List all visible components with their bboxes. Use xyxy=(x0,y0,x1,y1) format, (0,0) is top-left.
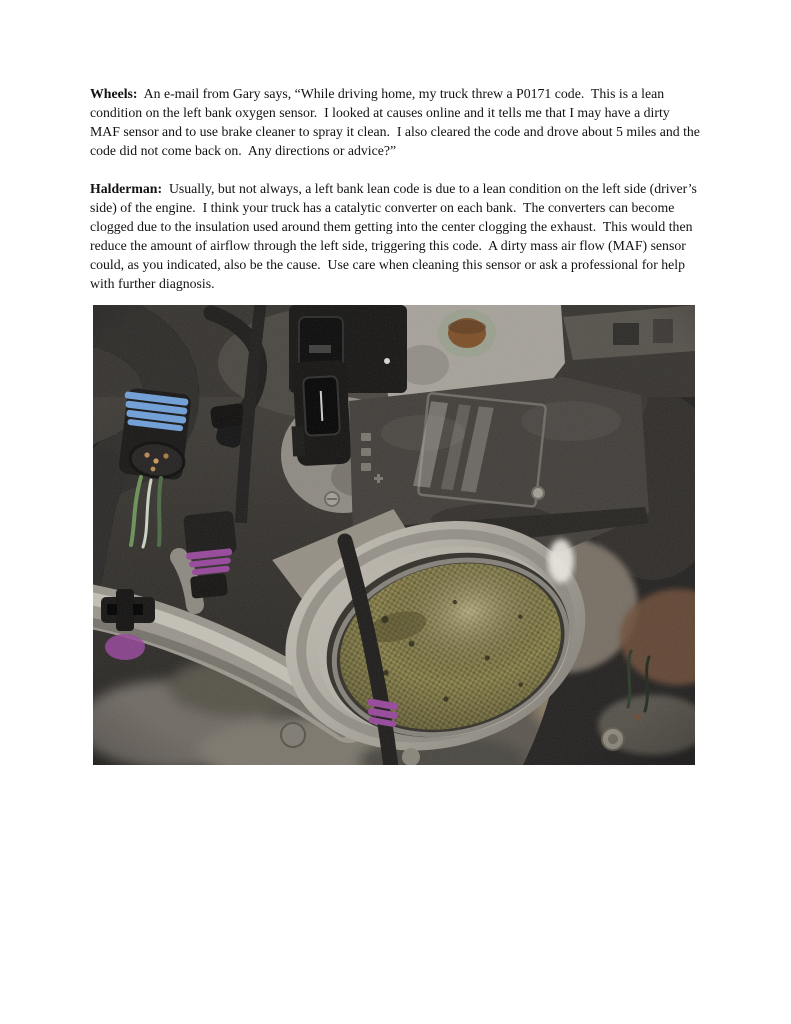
question-paragraph xyxy=(90,84,703,160)
engine-photo xyxy=(93,305,695,765)
photo-vignette xyxy=(93,305,695,765)
question-text: An e-mail from Gary says, “While driving home, my truck threw a P0171 code. This is a lean condition on the left bank oxygen sensor. I looked at causes online and it tells me that I may have a dirty MAF sensor and to use brake cleaner to spray it clean. I also cleared the code and drove about 5 miles and the code did not come back on. Any directions or advice?” xyxy=(90,86,704,158)
speaker-label-wheels: Wheels: xyxy=(90,86,138,101)
engine-photo-illustration xyxy=(93,305,695,765)
article-text xyxy=(90,84,703,312)
answer-text: Usually, but not always, a left bank lean code is due to a lean condition on the left side (driver’s side) of the engine. I think your truck has a catalytic converter on each bank. The converters can become clogged due to the insulation used around them getting into the center clogging the exhaust. This would then reduce the amount of airflow through the left side, triggering this code. A dirty mass air flow (MAF) sensor could, as you indicated, also be the cause. Use care when cleaning this sensor or ask a professional for help with further diagnosis. xyxy=(90,181,701,291)
answer-paragraph xyxy=(90,179,703,293)
speaker-label-halderman: Halderman: xyxy=(90,181,163,196)
